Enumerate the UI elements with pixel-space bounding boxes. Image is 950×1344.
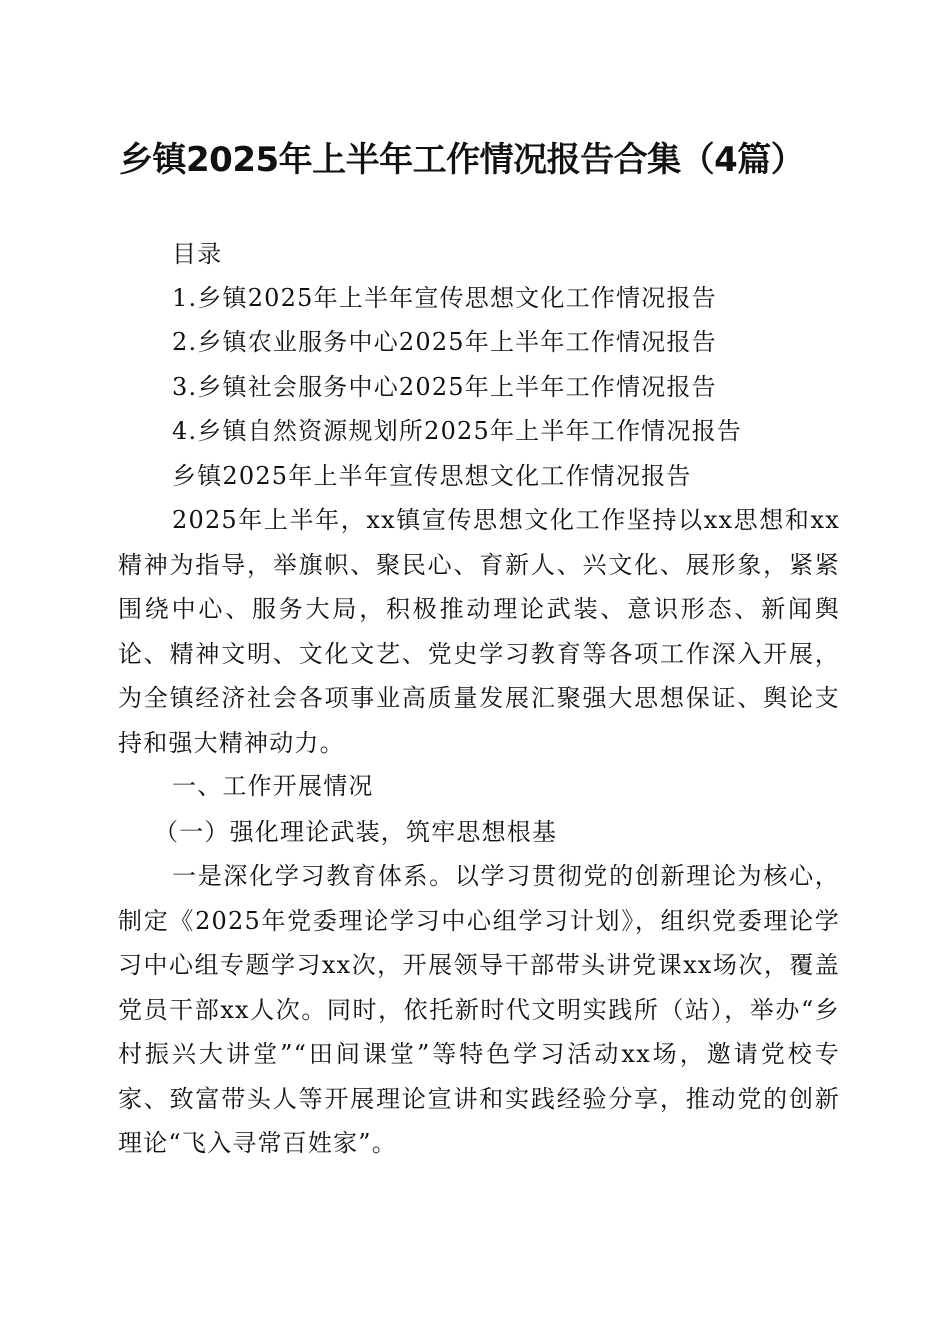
subheading-theory: （一）强化理论武装，筑牢思想根基 xyxy=(154,818,558,846)
toc-item-4: 4.乡镇自然资源规划所2025年上半年工作情况报告 xyxy=(172,417,742,445)
paragraph-lead: 一是深化学习教育体系。 xyxy=(172,862,455,890)
paragraph-body: 以学习贯彻党的创新理论为核心，制定《2025年党委理论学习中心组学习计划》，组织党委理论学习中心组专题学习xx次，开展领导干部带头讲党课xx场次，覆盖党员干部xx人次。同时，依托新时代文明实践所（站），举办“乡村振兴大讲堂”“田间课堂”等特色学习活动xx场，邀请党校专家、致富带头人等开展理论宣讲和实践经验分享，推动党的创新理论“飞入寻常百姓家”。 xyxy=(118,862,841,1157)
study-paragraph xyxy=(118,854,840,1166)
toc-item-1: 1.乡镇2025年上半年宣传思想文化工作情况报告 xyxy=(172,284,717,312)
toc-item-2: 2.乡镇农业服务中心2025年上半年工作情况报告 xyxy=(172,328,717,356)
heading-work-progress: 一、工作开展情况 xyxy=(172,772,374,800)
document-title: 乡镇2025年上半年工作情况报告合集（4篇） xyxy=(119,140,805,180)
section-title: 乡镇2025年上半年宣传思想文化工作情况报告 xyxy=(172,462,692,490)
toc-label: 目录 xyxy=(172,240,223,268)
toc-item-3: 3.乡镇社会服务中心2025年上半年工作情况报告 xyxy=(172,373,717,401)
intro-paragraph: 2025年上半年，xx镇宣传思想文化工作坚持以xx思想和xx精神为指导，举旗帜、聚民心、育新人、兴文化、展形象，紧紧围绕中心、服务大局，积极推动理论武装、意识形态、新闻舆论、精神文明、文化文艺、党史学习教育等各项工作深入开展，为全镇经济社会各项事业高质量发展汇聚强大思想保证、舆论支持和强大精神动力。 xyxy=(118,506,840,757)
